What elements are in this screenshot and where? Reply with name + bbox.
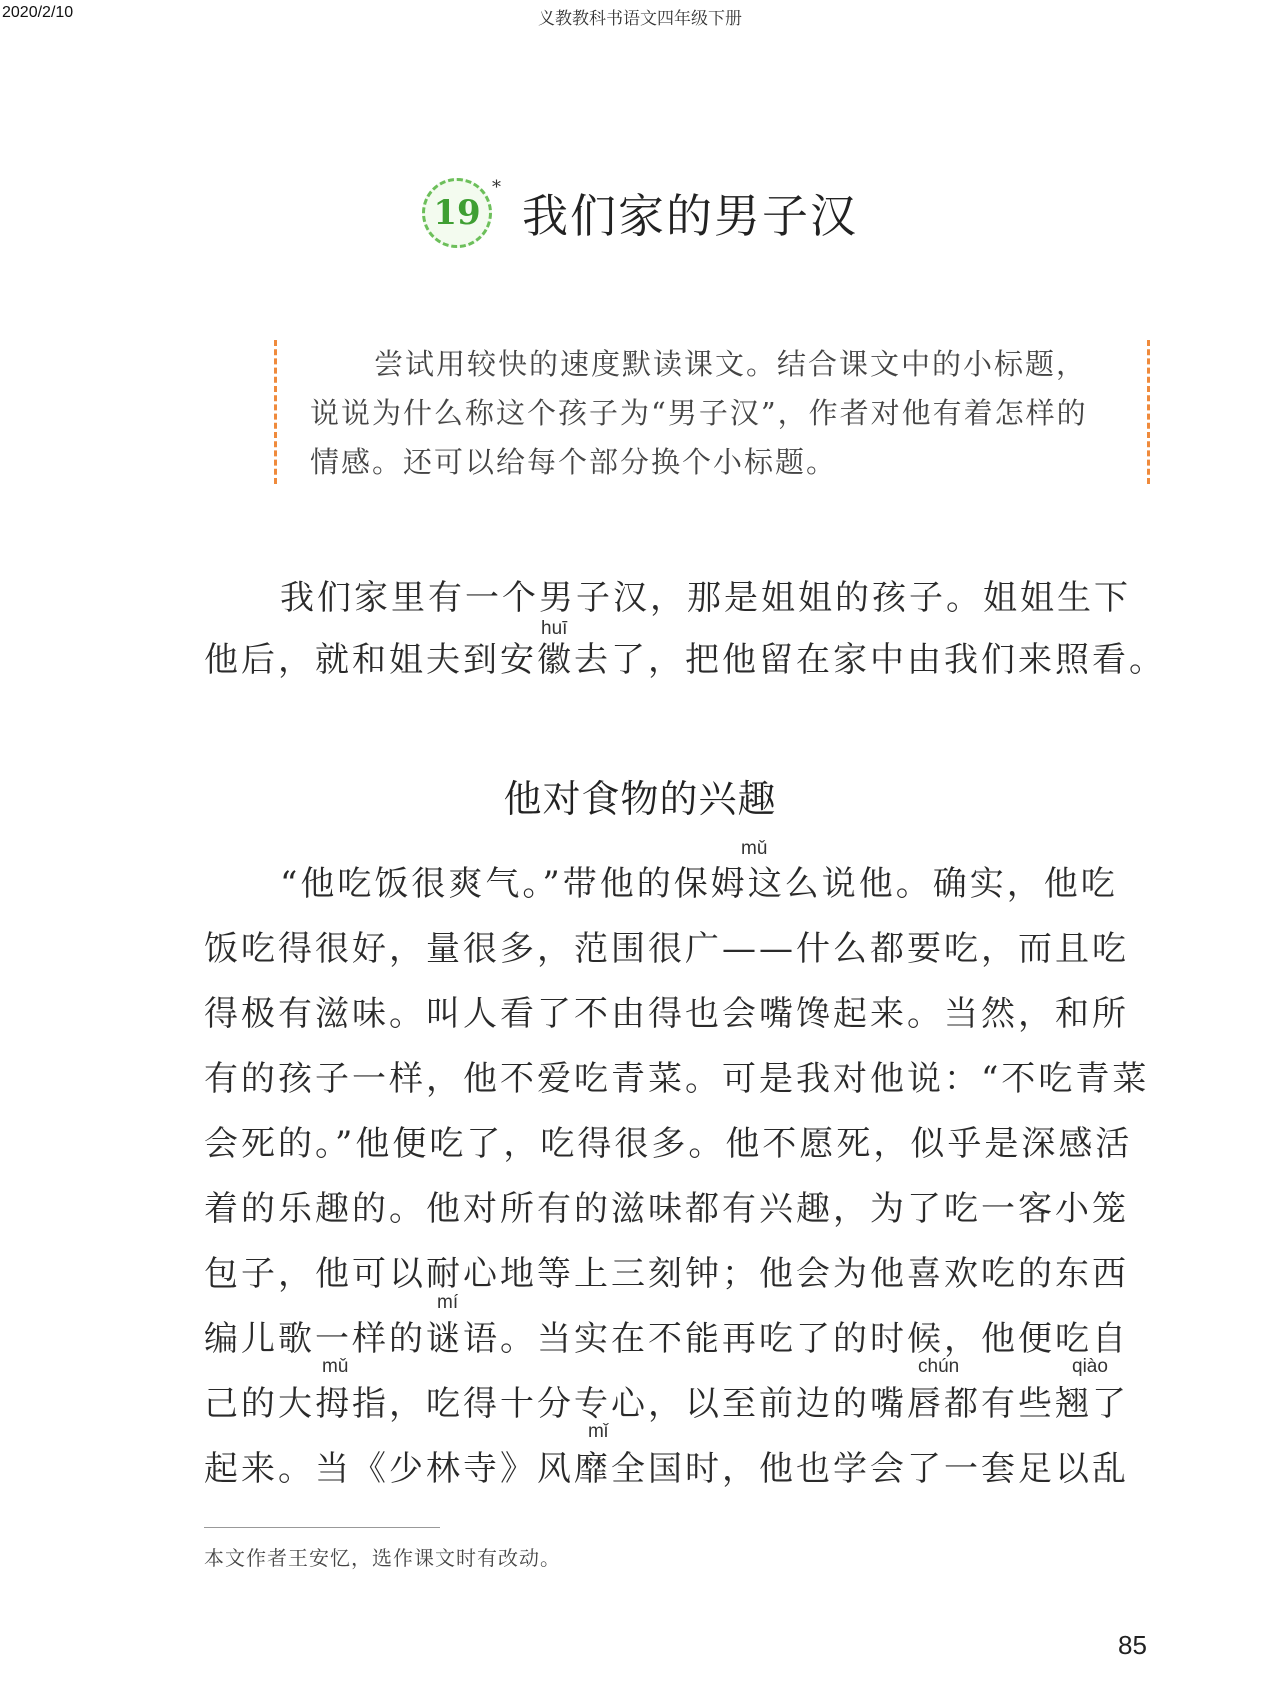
reading-guide-box xyxy=(274,340,1150,484)
lesson-number-badge xyxy=(422,177,501,248)
pinyin-annotation: mí xyxy=(437,1292,459,1313)
pinyin-annotation: qiào xyxy=(1072,1356,1108,1377)
footnote: 本文作者王安忆，选作课文时有改动。 xyxy=(204,1546,561,1570)
text-line: 会死的。”他便吃了，吃得很多。他不愿死，似乎是深感活 xyxy=(204,1124,1133,1164)
text-line: 包子，他可以耐心地等上三刻钟；他会为他喜欢吃的东西 xyxy=(204,1254,1129,1294)
text-line: 饭吃得很好，量很多，范围很广——什么都要吃，而且吃 xyxy=(204,929,1129,969)
guide-left-border xyxy=(274,340,277,484)
lesson-number: 19 xyxy=(433,193,481,233)
text-line: 他后，就和姐夫到安徽去了，把他留在家中由我们来照看。 xyxy=(204,640,1166,680)
lesson-star-mark: * xyxy=(492,177,501,198)
pinyin-annotation: chún xyxy=(918,1356,960,1377)
pinyin-annotation: mǔ xyxy=(322,1356,349,1377)
footnote-divider xyxy=(204,1527,440,1528)
print-header-title: 义教教科书语文四年级下册 xyxy=(538,9,742,28)
text-line: 己的大拇指，吃得十分专心，以至前边的嘴唇都有些翘了 xyxy=(204,1384,1129,1424)
text-line: 着的乐趣的。他对所有的滋味都有兴趣，为了吃一客小笼 xyxy=(204,1189,1129,1229)
page-number: 85 xyxy=(1118,1630,1147,1660)
text-line: 编儿歌一样的谜语。当实在不能再吃了的时候，他便吃自 xyxy=(204,1319,1129,1359)
lesson-title-row xyxy=(0,178,1280,248)
text-line: 有的孩子一样，他不爱吃青菜。可是我对他说：“不吃青菜 xyxy=(204,1059,1150,1099)
text-line: 起来。当《少林寺》风靡全国时，他也学会了一套足以乱 xyxy=(204,1449,1129,1489)
text-line: “他吃饭很爽气。”带他的保姆这么说他。确实，他吃 xyxy=(280,864,1118,904)
section-heading: 他对食物的兴趣 xyxy=(503,777,777,821)
print-date: 2020/2/10 xyxy=(2,4,74,21)
lesson-title: 我们家的男子汉 xyxy=(522,189,858,243)
reading-guide-text: 尝试用较快的速度默读课文。结合课文中的小标题，说说为什么称这个孩子为“男子汉”，作者对他有着怎样的情感。还可以给每个部分换个小标题。 xyxy=(310,347,1088,479)
text-line: 我们家里有一个男子汉，那是姐姐的孩子。姐姐生下 xyxy=(280,578,1131,618)
text-line: 得极有滋味。叫人看了不由得也会嘴馋起来。当然，和所 xyxy=(204,994,1129,1034)
pinyin-annotation: huī xyxy=(541,618,568,639)
guide-right-border xyxy=(1147,340,1150,484)
pinyin-annotation: mǐ xyxy=(588,1421,609,1442)
pinyin-annotation: mǔ xyxy=(741,838,768,859)
